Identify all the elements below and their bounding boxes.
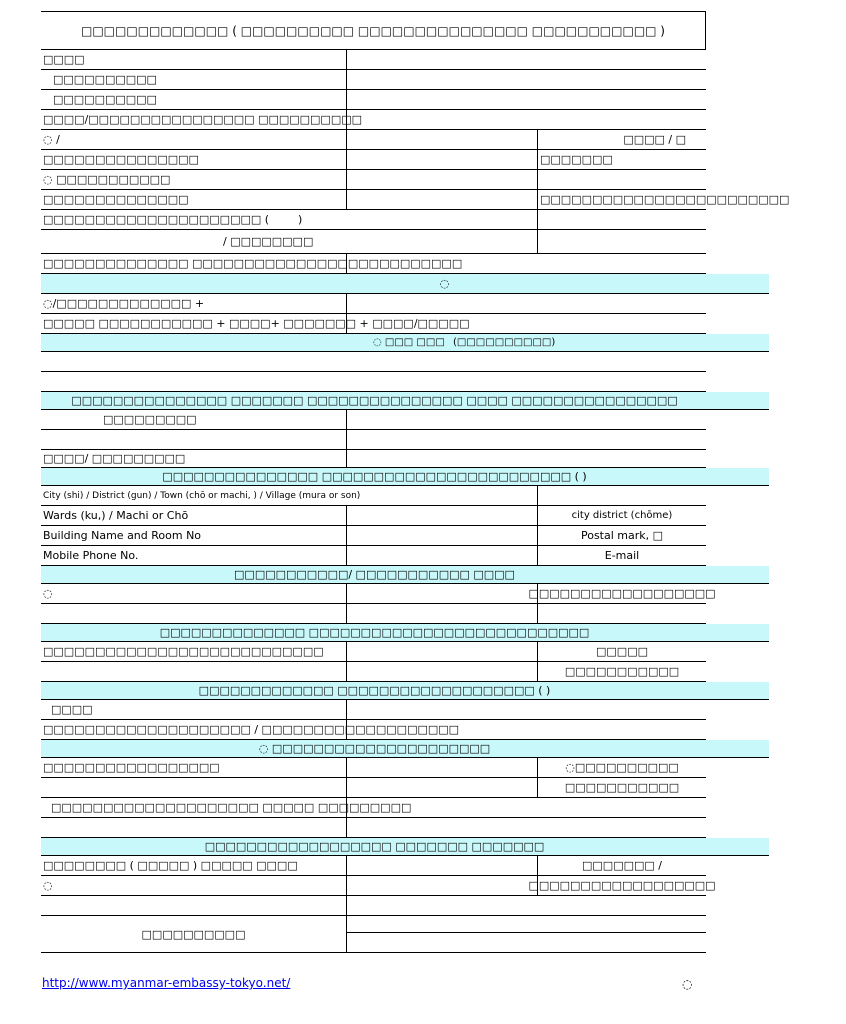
field-label: Postal mark, □ bbox=[537, 526, 706, 545]
input-cell[interactable] bbox=[346, 604, 537, 623]
input-cell[interactable] bbox=[346, 778, 537, 797]
input-cell[interactable] bbox=[537, 210, 706, 229]
form-row bbox=[41, 314, 706, 334]
input-cell[interactable] bbox=[346, 90, 706, 109]
form-row bbox=[41, 798, 706, 818]
field-label: ◌/□□□□□□□□□□□□□ + bbox=[43, 297, 205, 310]
embassy-website-link[interactable]: http://www.myanmar-embassy-tokyo.net/ bbox=[42, 976, 291, 990]
input-cell[interactable] bbox=[346, 294, 706, 313]
input-cell[interactable] bbox=[537, 230, 706, 253]
form-row bbox=[41, 818, 706, 838]
form-row bbox=[41, 190, 790, 210]
input-cell[interactable] bbox=[346, 546, 537, 565]
input-cell[interactable] bbox=[346, 896, 706, 915]
field-label: □□□□□□□□□ bbox=[103, 413, 197, 426]
field-label: □□□□□ bbox=[537, 642, 706, 661]
form-row bbox=[41, 410, 706, 430]
form-row bbox=[41, 778, 706, 798]
field-label: ◌□□□□□□□□□□ bbox=[537, 758, 706, 777]
input-cell[interactable] bbox=[346, 642, 537, 661]
form-row bbox=[41, 720, 706, 740]
field-label: □□□□□□□ bbox=[537, 150, 706, 169]
form-row bbox=[41, 546, 706, 566]
input-cell[interactable] bbox=[346, 662, 537, 681]
form-row bbox=[41, 352, 706, 372]
field-label: □□□□□□□□□□□□□□□□□□□□□□□□□□□ bbox=[43, 645, 324, 658]
field-label: ◌ / bbox=[43, 133, 60, 146]
section-header-text: ◌ bbox=[439, 277, 450, 290]
section-header-text: □□□□□□□□□□□□□□ □□□□□□□□□□□□□□□□□□□□□□□□□□□ bbox=[159, 626, 590, 639]
input-cell[interactable] bbox=[346, 314, 706, 333]
form-row bbox=[41, 294, 706, 314]
field-label: □□□□□□□□□□ bbox=[53, 73, 157, 86]
field-label: Wards (ku,) / Machi or Chō bbox=[43, 509, 189, 522]
field-label: □□□□□□□□□□ bbox=[141, 927, 246, 941]
form-row bbox=[41, 110, 706, 130]
field-label: □□□□□□□□ ( □□□□□ ) □□□□□ □□□□ bbox=[43, 859, 298, 872]
field-label: ◌ □□□□□□□□□□□ bbox=[43, 173, 171, 186]
field-label: Building Name and Room No bbox=[43, 529, 202, 542]
signature-area bbox=[346, 916, 706, 952]
input-cell[interactable] bbox=[346, 410, 706, 429]
form-row bbox=[41, 526, 706, 546]
section-header-text: □□□□□□□□□□□□□□□ □□□□□□□ □□□□□□□□□□□□□□□ □□□□ □□□□□□□□□□□□□□□□ bbox=[71, 394, 678, 407]
section-header bbox=[41, 468, 769, 486]
field-label: □□□□□□□□□□□□□□ □□□□□□□□□□□□□□□□□□□□□□□□□□ bbox=[43, 257, 463, 270]
field-label: □□□□/ □□□□□□□□□ bbox=[43, 452, 186, 465]
section-header bbox=[41, 392, 769, 410]
section-header bbox=[41, 274, 769, 294]
field-label: □□□□□□□□□□□□□□□ bbox=[43, 153, 199, 166]
input-cell[interactable] bbox=[346, 450, 706, 467]
field-label: □□□□□ □□□□□□□□□□□ + □□□□+ □□□□□□□ + □□□□/□□□□□ bbox=[43, 317, 470, 330]
input-cell[interactable] bbox=[346, 70, 706, 89]
form-row bbox=[41, 642, 706, 662]
field-label: □□□□□□□ / bbox=[537, 856, 706, 875]
input-cell[interactable] bbox=[41, 778, 346, 797]
section-header-text: □□□□□□□□□□□□□ □□□□□□□□□□□□□□□□□□□ ( ) bbox=[198, 684, 551, 697]
field-label: □□□□□□□□□□□□□□□□□□□□□□□□ bbox=[537, 190, 706, 209]
input-cell[interactable] bbox=[346, 526, 537, 545]
form-row bbox=[41, 50, 706, 70]
input-cell[interactable] bbox=[346, 50, 706, 69]
input-cell[interactable] bbox=[41, 430, 346, 449]
form-row bbox=[41, 506, 706, 526]
input-cell[interactable] bbox=[346, 584, 537, 603]
field-label: ◌ bbox=[43, 587, 53, 600]
form-row bbox=[41, 372, 706, 392]
form-row bbox=[41, 150, 706, 170]
section-header bbox=[41, 334, 769, 352]
input-cell[interactable] bbox=[41, 604, 346, 623]
field-label: □□□□□□□□□□□□□□□□□□□□ / □□□□□□□□□□□□□□□□□□□ bbox=[43, 723, 460, 736]
input-cell[interactable] bbox=[41, 372, 706, 391]
form-title-text: □□□□□□□□□□□□□ ( □□□□□□□□□□ □□□□□□□□□□□□□□□ □□□□□□□□□□□ ) bbox=[81, 23, 665, 38]
field-label: Mobile Phone No. bbox=[43, 549, 139, 562]
input-cell[interactable] bbox=[346, 700, 706, 719]
section-header-text: (□□□□□□□□□□) bbox=[453, 337, 556, 348]
field-label: ◌ bbox=[43, 879, 53, 892]
field-label: City (shi) / District (gun) / Town (chō or machi, ) / Village (mura or son) bbox=[43, 490, 361, 501]
input-cell[interactable] bbox=[346, 720, 706, 739]
input-cell[interactable] bbox=[41, 818, 346, 837]
section-header bbox=[41, 624, 769, 642]
input-cell[interactable] bbox=[346, 818, 706, 837]
form-row bbox=[41, 254, 706, 274]
form-row bbox=[41, 584, 716, 604]
form-row bbox=[41, 700, 706, 720]
form-row bbox=[41, 90, 706, 110]
field-label: □□□□□□□□□□□□□□ bbox=[43, 193, 189, 206]
input-cell[interactable] bbox=[346, 110, 706, 129]
input-cell[interactable] bbox=[537, 604, 706, 623]
input-cell[interactable] bbox=[537, 486, 706, 505]
section-header-text: ◌ □□□ □□□ bbox=[373, 337, 445, 348]
field-label: □□□□□□□□□□□□□□□□□□ bbox=[537, 584, 706, 603]
field-label: □□□□□□□□□□□ bbox=[537, 778, 706, 797]
form-row bbox=[41, 916, 706, 953]
input-cell[interactable] bbox=[346, 150, 537, 169]
input-cell[interactable] bbox=[41, 896, 346, 915]
input-cell[interactable] bbox=[346, 170, 537, 189]
input-cell[interactable] bbox=[41, 352, 706, 371]
field-label: / □□□□□□□□ bbox=[223, 235, 314, 248]
input-cell[interactable] bbox=[346, 506, 537, 525]
input-cell[interactable] bbox=[346, 130, 537, 149]
field-label: E-mail bbox=[537, 546, 706, 565]
form-row bbox=[41, 430, 706, 450]
field-label: □□□□ bbox=[51, 703, 93, 716]
form-row bbox=[41, 130, 706, 150]
section-header-text: ◌ □□□□□□□□□□□□□□□□□□□□□ bbox=[258, 742, 491, 755]
page-mark: ◌ bbox=[682, 977, 693, 991]
input-cell[interactable] bbox=[346, 190, 537, 209]
form-title bbox=[41, 11, 706, 50]
field-label: □□□□□□□□□□□□□□□□□□□□□ ( bbox=[43, 213, 270, 226]
field-label: □□□□/□□□□□□□□□□□□□□□□ □□□□□□□□□□ bbox=[43, 113, 362, 126]
field-label: □□□□□□□□□□□□□□□□□□ bbox=[537, 876, 706, 895]
field-label: □□□□ bbox=[43, 53, 85, 66]
section-header bbox=[41, 682, 769, 700]
section-header-text: □□□□□□□□□□□□□□□ □□□□□□□□□□□□□□□□□□□□□□□□ ( ) bbox=[162, 470, 587, 483]
section-header-text: □□□□□□□□□□□/ □□□□□□□□□□□ □□□□ bbox=[234, 568, 515, 581]
form-row bbox=[41, 876, 716, 896]
input-cell[interactable] bbox=[41, 662, 346, 681]
input-cell[interactable] bbox=[346, 254, 706, 273]
section-header-text: □□□□□□□□□□□□□□□□□□ □□□□□□□ □□□□□□□ bbox=[204, 840, 545, 853]
form-row bbox=[41, 170, 706, 190]
form-row bbox=[41, 70, 706, 90]
input-cell[interactable] bbox=[346, 430, 706, 449]
section-header bbox=[41, 740, 769, 758]
divider bbox=[347, 932, 706, 933]
form-row bbox=[41, 662, 706, 682]
form-row bbox=[41, 604, 706, 624]
field-label: □□□□□□□□□□□ bbox=[537, 662, 706, 681]
form-row bbox=[41, 856, 706, 876]
field-label: □□□□ / □ bbox=[537, 130, 706, 149]
section-header bbox=[41, 566, 769, 584]
form-row bbox=[41, 758, 706, 778]
field-label-paren: ) bbox=[298, 213, 303, 226]
input-cell[interactable] bbox=[537, 170, 706, 189]
input-cell[interactable] bbox=[346, 758, 537, 777]
input-cell[interactable] bbox=[346, 798, 706, 817]
form-row bbox=[41, 450, 706, 468]
form-row bbox=[41, 486, 706, 506]
form-row bbox=[41, 210, 706, 230]
input-cell[interactable] bbox=[346, 876, 537, 895]
section-header bbox=[41, 838, 769, 856]
field-label: □□□□□□□□□□□□□□□□□ bbox=[43, 761, 220, 774]
input-cell[interactable] bbox=[346, 856, 537, 875]
form-row bbox=[41, 896, 706, 916]
form-row bbox=[41, 230, 706, 254]
field-label: □□□□□□□□□□ bbox=[53, 93, 157, 106]
field-label: □□□□□□□□□□□□□□□□□□□□ □□□□□ □□□□□□□□□ bbox=[51, 801, 412, 814]
field-label: city district (chōme) bbox=[537, 506, 706, 525]
